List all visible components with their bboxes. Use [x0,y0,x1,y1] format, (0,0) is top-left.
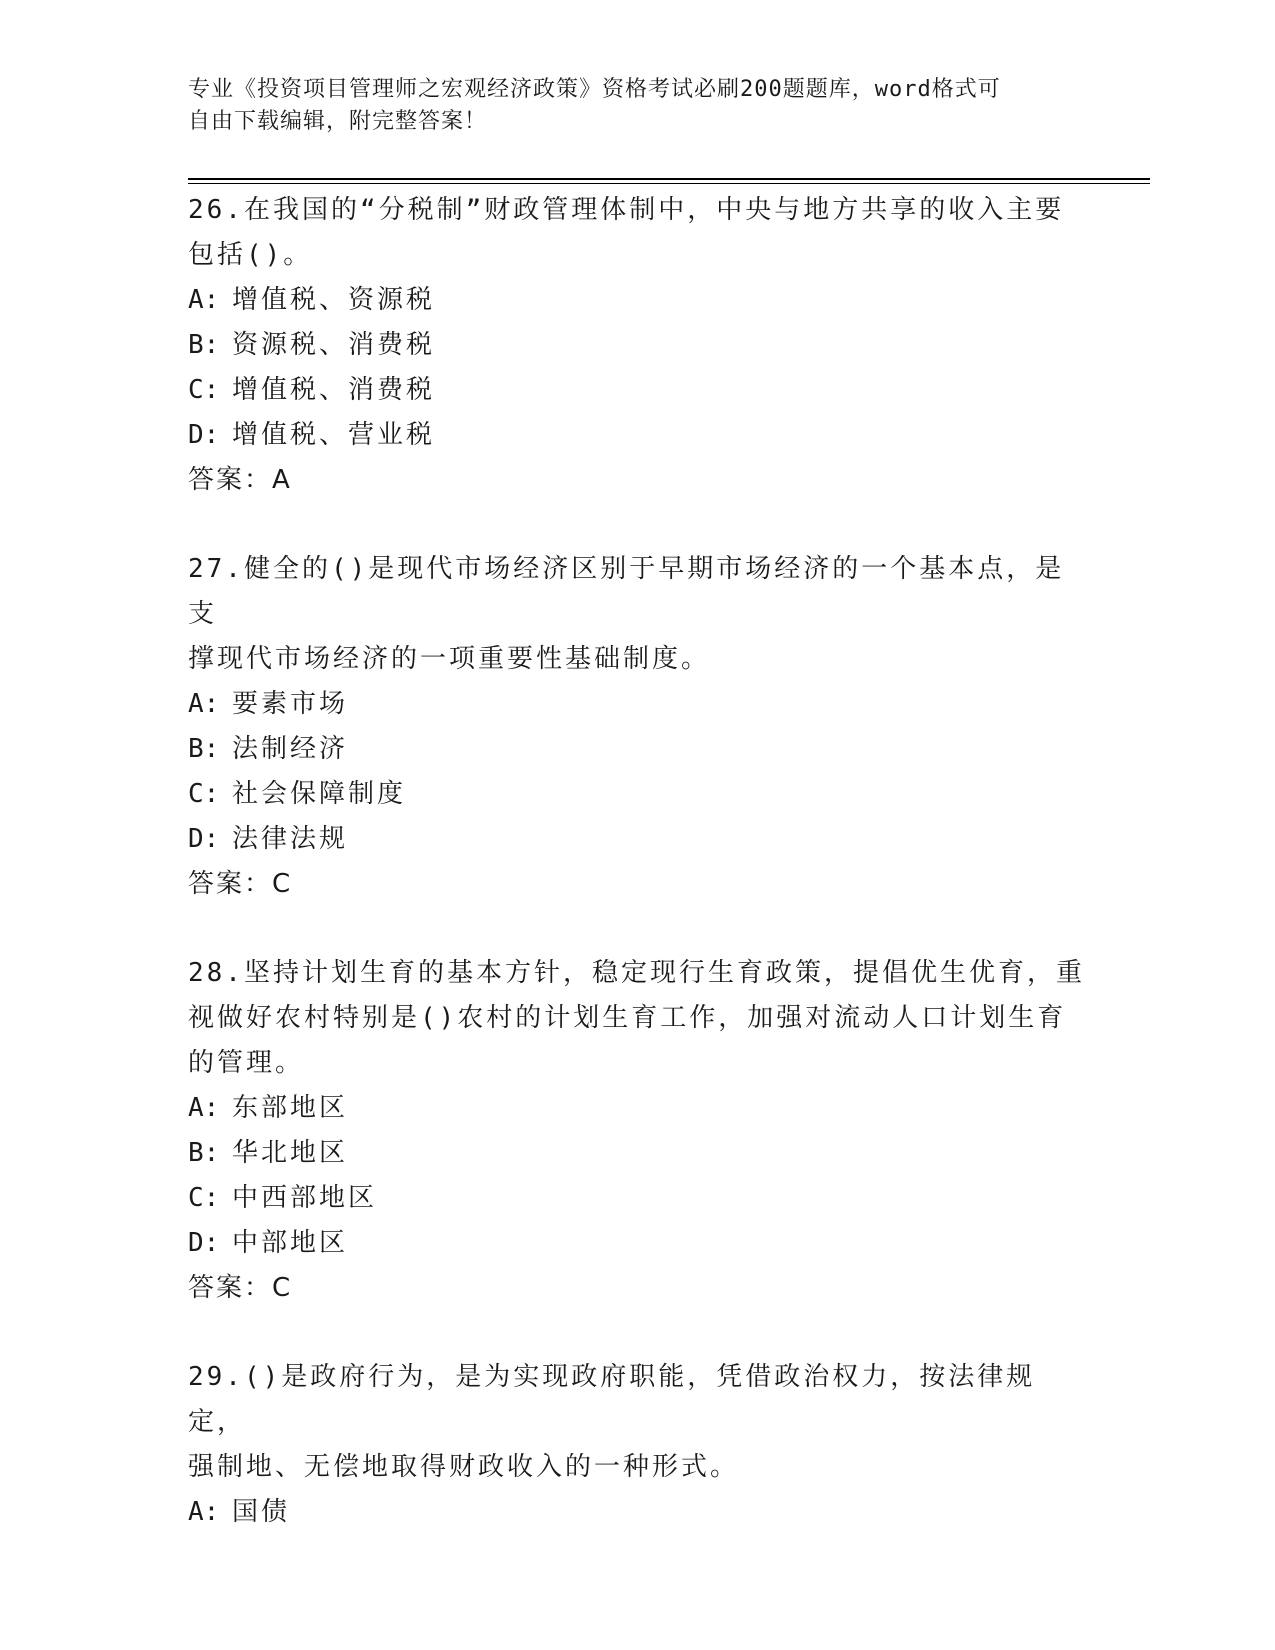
option-text: 法制经济 [232,734,349,764]
option-letter: A: [188,1093,220,1123]
option-text: 资源税、消费税 [232,330,436,360]
answer-line: 答案：C [188,869,293,899]
option-d [188,817,1088,862]
option-letter: D: [188,824,220,854]
header-divider-thin [188,183,1150,184]
header-line-2: 自由下载编辑，附完整答案！ [188,109,488,134]
question-29 [188,1355,1088,1535]
option-c [188,772,1088,817]
option-letter: C: [188,375,220,405]
option-d [188,1221,1088,1266]
question-26 [188,188,1088,503]
question-stem-line: 撑现代市场经济的一项重要性基础制度。 [188,644,711,674]
option-a [188,278,1088,323]
option-text: 华北地区 [232,1138,349,1168]
option-letter: A: [188,1497,220,1527]
answer-line: 答案：C [188,1273,293,1303]
option-text: 东部地区 [232,1093,349,1123]
question-list [188,188,1088,1579]
question-stem-line: 强制地、无偿地取得财政收入的一种形式。 [188,1452,740,1482]
option-letter: C: [188,779,220,809]
option-text: 增值税、营业税 [232,420,436,450]
option-letter: B: [188,1138,220,1168]
question-stem-line: 28.坚持计划生育的基本方针，稳定现行生育政策，提倡优生优育，重 [188,958,1085,988]
option-text: 中西部地区 [232,1183,378,1213]
question-28 [188,951,1088,1311]
question-stem-line: 27.健全的()是现代市场经济区别于早期市场经济的一个基本点，是支 [188,554,1065,629]
option-letter: D: [188,420,220,450]
header-divider-thick [188,178,1150,180]
option-letter: D: [188,1228,220,1258]
option-letter: A: [188,285,220,315]
option-d [188,413,1088,458]
option-text: 社会保障制度 [232,779,407,809]
option-letter: B: [188,330,220,360]
option-text: 增值税、资源税 [232,285,436,315]
option-a [188,1086,1088,1131]
answer-line: 答案：A [188,465,292,495]
option-a [188,682,1088,727]
question-stem-line: 26.在我国的“分税制”财政管理体制中，中央与地方共享的收入主要 [188,195,1065,225]
question-stem-line: 29.()是政府行为，是为实现政府职能，凭借政治权力，按法律规定， [188,1362,1036,1437]
document-header [188,74,1088,138]
option-b [188,727,1088,772]
option-text: 法律法规 [232,824,349,854]
option-letter: B: [188,734,220,764]
option-a [188,1490,1088,1535]
option-c [188,368,1088,413]
option-text: 增值税、消费税 [232,375,436,405]
option-b [188,323,1088,368]
option-c [188,1176,1088,1221]
question-stem-line: 的管理。 [188,1048,305,1078]
question-stem-line: 视做好农村特别是()农村的计划生育工作，加强对流动人口计划生育 [188,1003,1067,1033]
option-text: 中部地区 [232,1228,349,1258]
question-stem-line: 包括()。 [188,240,313,270]
option-letter: A: [188,689,220,719]
option-b [188,1131,1088,1176]
question-27 [188,547,1088,907]
option-letter: C: [188,1183,220,1213]
header-line-1: 专业《投资项目管理师之宏观经济政策》资格考试必刷200题题库，word格式可 [188,77,1001,102]
option-text: 国债 [232,1497,291,1527]
option-text: 要素市场 [232,689,349,719]
